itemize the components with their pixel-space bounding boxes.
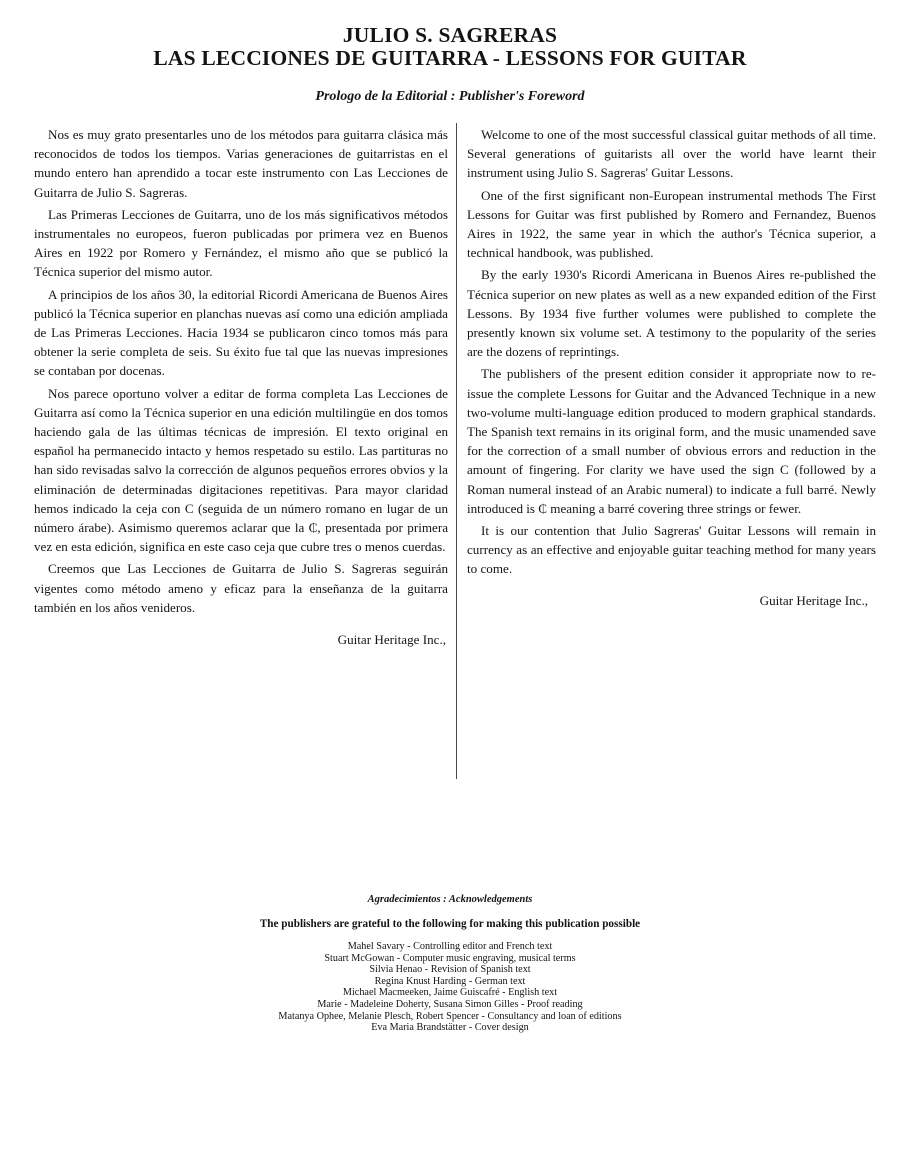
english-column — [467, 125, 876, 610]
english-paragraph: By the early 1930's Ricordi Americana in Buenos Aires re-published the Técnica superior on new plates as well as a new expanded edition of the First Lessons. By 1934 five further volumes were published to complete the presently known six volume set. A testimony to the popularity of the series are the dozens of reprintings. — [467, 267, 876, 360]
english-signature: Guitar Heritage Inc., — [759, 592, 868, 608]
english-paragraph: One of the first significant non-European instrumental methods The First Lessons for Guitar was first published by Romero and Fernandez, Buenos Aires in 1922, the same year in which the author's Técnica superior, a technical handbook, was published. — [467, 187, 876, 261]
spanish-paragraph: Nos parece oportuno volver a editar de forma completa Las Lecciones de Guitarra así como la Técnica superior en una edición multilingüe en dos tomos haciendo gala de las últimas técnicas de impresión. El texto original en español ha permanecido intacto y hemos respetado su estilo. Las partituras no han sido revisadas salvo la corrección de algunos pequeños errores obvios y la eliminación de determinadas digitaciones repetitivas. Para mayor claridad hemos indicado la ceja con C (seguida de un número romano en lugar de un número árabe). Asimismo queremos aclarar que la ₵, presentada por primera vez en esta edición, significa en este caso ceja que cubre tres o menos cuerdas. — [34, 385, 448, 555]
credit-line: Stuart McGowan - Computer music engraving, musical terms — [324, 952, 576, 964]
credit-line: Mahel Savary - Controlling editor and French text — [347, 941, 553, 952]
book-title: LAS LECCIONES DE GUITARRA - LESSONS FOR GUITAR — [153, 46, 747, 70]
spanish-paragraph: Nos es muy grato presentarles uno de los métodos para guitarra clásica más reconocidos de todos los tiempos. Varias generaciones de guitarristas en el mundo entero han aprendido a tocar este instrumento con Las Lecciones de Guitarra de Julio S. Sagreras. — [34, 127, 448, 200]
english-paragraph: The publishers of the present edition consider it appropriate now to re-issue the complete Lessons for Guitar and the Advanced Technique in a new two-volume multi-language edition produced to modern graphical standards. The Spanish text remains in its original form, and the music unamended save for the correction of a small number of obvious errors and reduction in the amount of fingering. For clarity we have used the sign C (followed by a Roman numeral instead of an Arabic numeral) to indicate a full barré. Newly introduced is ₵ meaning a barré covering three strings or fewer. — [467, 366, 876, 516]
spanish-paragraph: Creemos que Las Lecciones de Guitarra de Julio S. Sagreras seguirán vigentes como método ameno y eficaz para la enseñanza de la guitarra también en los años venideros. — [34, 561, 448, 615]
spanish-paragraph: A principios de los años 30, la editorial Ricordi Americana de Buenos Aires publicó la Técnica superior en planchas nuevas así como una edición ampliada de Las Primeras Lecciones. Hacia 1934 se publicaron cinco tomos más para obtener la serie completa de seis. Su éxito fue tal que las nuevas impresiones se contaban por docenas. — [34, 286, 448, 379]
author-name: JULIO S. SAGRERAS — [342, 23, 558, 47]
acknowledgements-subheading: The publishers are grateful to the following for making this publication possible — [259, 918, 641, 930]
credit-line: Regina Knust Harding - German text — [374, 975, 526, 987]
spanish-column — [34, 125, 448, 649]
spanish-paragraph: Las Primeras Lecciones de Guitarra, uno de los más significativos métodos instrumentales no europeos, fueron publicadas por primera vez en Buenos Aires en 1922 por Romero y Fernández, el mismo año que se publicó la Técnica superior del mismo autor. — [34, 206, 448, 280]
spanish-signature: Guitar Heritage Inc., — [337, 632, 446, 648]
acknowledgements-section — [0, 893, 900, 1034]
credit-line: Michael Macmeeken, Jaime Guiscafré - English text — [342, 987, 558, 999]
column-divider — [456, 123, 457, 779]
credit-line: Eva Maria Brandstätter - Cover design — [371, 1022, 529, 1034]
acknowledgements-heading: Agradecimientos : Acknowledgements — [367, 894, 533, 905]
credit-line: Marie - Madeleine Doherty, Susana Simon Gilles - Proof reading — [317, 998, 583, 1010]
foreword-heading: Prologo de la Editorial : Publisher's Foreword — [315, 89, 585, 104]
english-paragraph: Welcome to one of the most successful classical guitar methods of all time. Several generations of guitarists all over the world have learnt their instrument using Julio S. Sagreras' Guitar Lessons. — [467, 127, 876, 181]
credits-list — [0, 941, 900, 1034]
english-paragraph: It is our contention that Julio Sagreras' Guitar Lessons will remain in currency as an effective and enjoyable guitar teaching method for many years to come. — [467, 523, 876, 577]
credit-line: Silvia Henao - Revision of Spanish text — [369, 964, 531, 976]
credit-line: Matanya Ophee, Melanie Plesch, Robert Spencer - Consultancy and loan of editions — [278, 1010, 622, 1022]
title-block — [0, 24, 900, 70]
